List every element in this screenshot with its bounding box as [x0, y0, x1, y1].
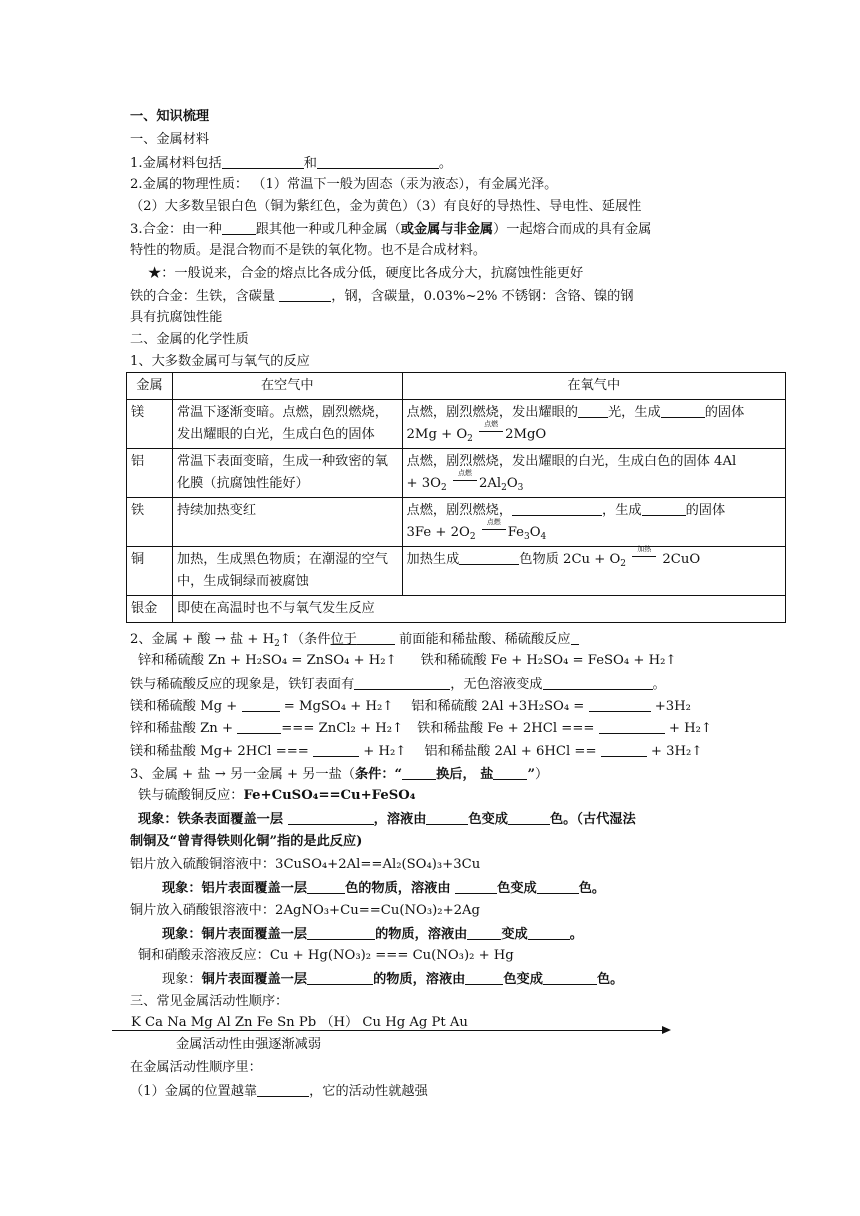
air-cell: 持续加热变红 [172, 498, 402, 547]
metal-cell: 镁 [127, 400, 173, 449]
oxygen-reaction-table [126, 372, 786, 623]
fill-blank[interactable] [354, 676, 450, 690]
subsection-heading: 二、金属的化学性质 [130, 332, 249, 347]
fill-blank[interactable] [317, 155, 439, 169]
fill-blank[interactable] [459, 551, 519, 565]
metal-cell: 铜 [127, 547, 173, 596]
table-row [127, 400, 786, 449]
text-line: 锌和稀盐酸 Zn + === ZnCl₂ + H₂↑ 铁和稀盐酸 Fe + 2HCl === + H₂↑ [130, 721, 712, 736]
table-header-cell: 金属 [127, 373, 173, 400]
fill-blank[interactable] [642, 502, 686, 516]
oxygen-cell: 点燃，剧烈燃烧，发出耀眼的 光，生成 的固体 $2Mg + O_2$ 点燃 2MgO [402, 400, 785, 449]
fill-blank[interactable] [528, 926, 570, 940]
text-line: 现象：铜片表面覆盖一层 的物质，溶液由 变成 。 [162, 927, 583, 942]
text-line: 在金属活动性顺序里： [130, 1060, 262, 1075]
text-line: （2）大多数呈银白色（铜为紫红色，金为黄色）（3）有良好的导热性、导电性、延展性 [130, 199, 642, 214]
table-header-cell: 在空气中 [172, 373, 402, 400]
text-line: 铝片放入硫酸铜溶液中：3CuSO₄+2Al==Al₂(SO₄)₃+3Cu [130, 857, 481, 872]
activity-arrow [112, 1030, 668, 1031]
fill-blank[interactable] [307, 971, 373, 985]
metal-cell: 铁 [127, 498, 173, 547]
text-line: 铁与稀硫酸反应的现象是，铁钉表面有 ，无色溶液变成 。 [130, 677, 666, 692]
reaction-condition: 点燃 [480, 524, 508, 536]
fill-blank[interactable] [543, 971, 597, 985]
oxygen-cell: 点燃，剧烈燃烧， ，生成 的固体 $3Fe + 2O_2$ 点燃 $Fe_3O_4$ [402, 498, 785, 547]
fill-blank[interactable] [599, 720, 665, 734]
text-line: 镁和稀硫酸 Mg + = MgSO₄ + H₂↑ 铝和稀硫酸 2Al +3H₂SO₄ = +3H₂ [130, 699, 691, 714]
fill-blank[interactable] [465, 971, 503, 985]
fill-blank[interactable] [288, 811, 374, 825]
reaction-condition: 点燃 [477, 426, 505, 438]
air-cell: 即使在高温时也不与氧气发生反应 [172, 596, 785, 623]
text-line: 制铜及“曾青得铁则化铜”指的是此反应) [130, 834, 363, 849]
fill-blank[interactable] [426, 811, 468, 825]
fill-blank[interactable] [493, 766, 527, 780]
air-cell: 常温下表面变暗，生成一种致密的氧化膜（抗腐蚀性能好） [172, 449, 402, 498]
air-cell: 常温下逐渐变暗。点燃，剧烈燃烧，发出耀眼的白光，生成白色的固体 [172, 400, 402, 449]
fill-blank[interactable] [537, 880, 579, 894]
fill-blank[interactable] [601, 743, 647, 757]
star-icon: ★ [148, 266, 162, 281]
table-header-row [127, 373, 786, 400]
text-line: 2、金属 + 酸 → 盐 + $H_2↑$（条件位于 前面能和稀盐酸、稀硫酸反应 [130, 631, 579, 648]
text-line: 现象：铝片表面覆盖一层 色的物质，溶液由 色变成 色。 [162, 881, 606, 896]
text-line: 铜片放入硝酸银溶液中：2AgNO₃+Cu==Cu(NO₃)₂+2Ag [130, 903, 480, 918]
fill-blank[interactable] [279, 288, 331, 302]
air-cell: 加热，生成黑色物质；在潮湿的空气中，生成铜绿而被腐蚀 [172, 547, 402, 596]
oxygen-cell: 加热生成 色物质 $2Cu + O_2$ 加热 2CuO [402, 547, 785, 596]
fill-blank[interactable] [589, 698, 651, 712]
fill-blank[interactable] [357, 631, 395, 645]
metal-cell: 铝 [127, 449, 173, 498]
reaction-condition: 点燃 [451, 475, 479, 487]
subsection-heading: 三、常见金属活动性顺序： [130, 994, 289, 1009]
fill-blank[interactable] [578, 404, 608, 418]
fill-blank[interactable] [467, 926, 501, 940]
text-line: 铁与硫酸铜反应：Fe+CuSO₄==Cu+FeSO₄ [138, 788, 416, 803]
text-line: 现象：铜片表面覆盖一层 的物质，溶液由 色变成 色。 [162, 972, 624, 987]
text-line: 2.金属的物理性质： （1）常温下一般为固态（汞为液态），有金属光泽。 [130, 177, 558, 192]
text-line: 铁的合金：生铁，含碳量 ，钢，含碳量，0.03%~2% 不锈钢：含铬、镍的钢 [130, 289, 634, 304]
fill-blank[interactable] [242, 698, 280, 712]
table-row [127, 596, 786, 623]
text-line: 1、大多数金属可与氧气的反应 [130, 354, 310, 369]
text-line: 特性的物质。是混合物而不是铁的氧化物。也不是合成材料。 [130, 243, 487, 258]
arrow-head-icon [662, 1026, 671, 1034]
fill-blank[interactable] [543, 676, 653, 690]
fill-blank[interactable] [508, 811, 550, 825]
fill-blank[interactable] [222, 155, 304, 169]
subsection-heading: 一、金属材料 [130, 132, 210, 147]
text-line: ★：一般说来，合金的熔点比各成分低，硬度比各成分大，抗腐蚀性能更好 [148, 266, 584, 281]
fill-blank[interactable] [257, 1083, 309, 1097]
text-line: 3.合金：由一种 跟其他一种或几种金属（或金属与非金属）一起熔合而成的具有金属 [130, 222, 652, 237]
text-line: 现象：铁条表面覆盖一层 ，溶液由 色变成 色。（古代湿法 [138, 812, 636, 827]
activity-series: K Ca Na Mg Al Zn Fe Sn Pb （H） Cu Hg Ag Pt Au [131, 1015, 468, 1030]
section-heading: 一、知识梳理 [130, 109, 210, 124]
table-row [127, 449, 786, 498]
text-line: （1）金属的位置越靠 ，它的活动性就越强 [130, 1084, 428, 1099]
fill-blank[interactable] [661, 404, 705, 418]
fill-blank[interactable] [237, 720, 281, 734]
text-line: 镁和稀盐酸 Mg+ 2HCl === + H₂↑ 铝和稀盐酸 2Al + 6HCl == + 3H₂↑ [130, 744, 703, 759]
fill-blank[interactable] [313, 743, 359, 757]
metal-cell: 银金 [127, 596, 173, 623]
text-line: 锌和稀硫酸 Zn + H₂SO₄ = ZnSO₄ + H₂↑ 铁和稀硫酸 Fe + H₂SO₄ = FeSO₄ + H₂↑ [138, 653, 677, 668]
table-header-cell: 在氧气中 [402, 373, 785, 400]
text-line: 具有抗腐蚀性能 [130, 310, 223, 325]
text-line: 金属活动性由强逐渐减弱 [176, 1037, 322, 1052]
table-row [127, 547, 786, 596]
fill-blank[interactable] [307, 880, 345, 894]
fill-blank[interactable] [402, 766, 436, 780]
fill-blank[interactable] [307, 926, 375, 940]
fill-blank[interactable] [222, 221, 256, 235]
fill-blank[interactable] [455, 880, 497, 894]
text-line: 1.金属材料包括 和 。 [130, 156, 453, 171]
fill-blank[interactable] [512, 502, 602, 516]
text-line: 3、金属 + 盐 → 另一金属 + 另一盐（条件：“ 换后， 盐 ”） [130, 767, 549, 782]
text-line: 铜和硝酸汞溶液反应：Cu + Hg(NO₃)₂ === Cu(NO₃)₂ + Hg [138, 948, 514, 963]
reaction-condition: 加热 [630, 551, 658, 563]
oxygen-cell: 点燃，剧烈燃烧，发出耀眼的白光，生成白色的固体 4Al + $3O_2$ 点燃 $2Al_2O_3$ [402, 449, 785, 498]
table-row [127, 498, 786, 547]
